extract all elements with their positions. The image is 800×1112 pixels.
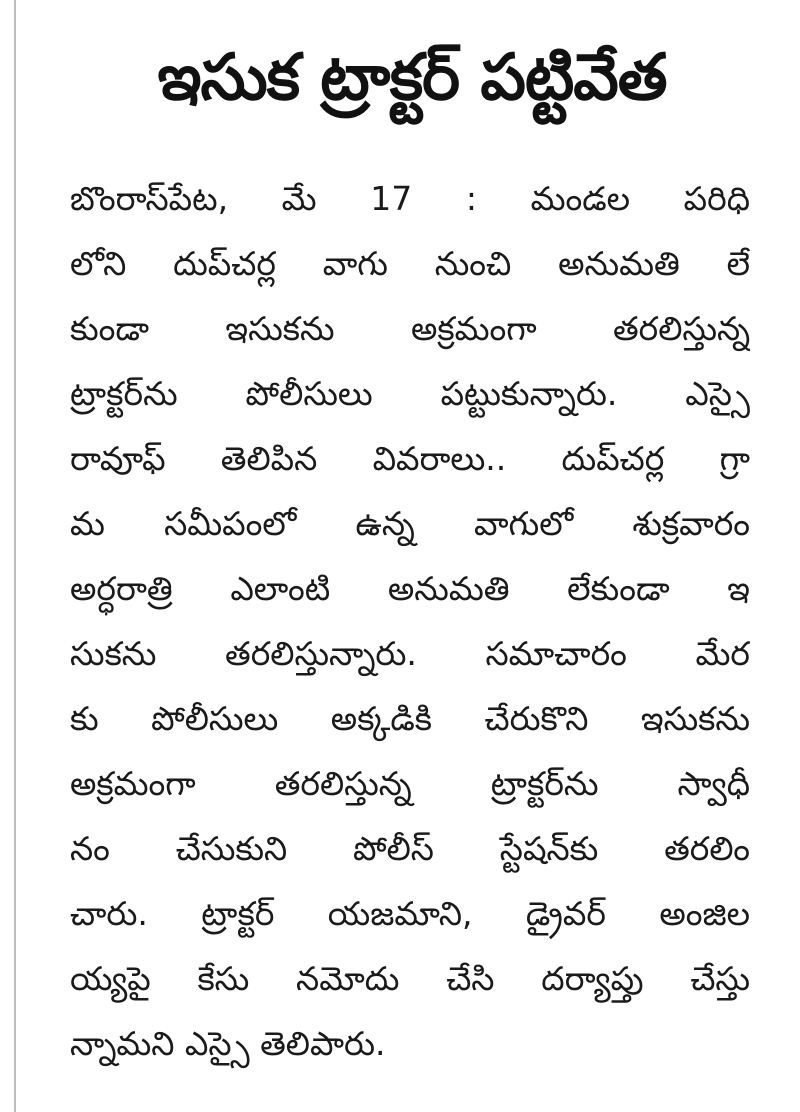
article-body — [70, 166, 750, 1076]
body-line: నం చేసుకుని పోలీస్ స్టేషన్‌కు తరలిం — [70, 829, 750, 868]
column-rule — [14, 0, 16, 1112]
article-headline: ఇసుక ట్రాక్టర్ పట్టివేత — [157, 41, 667, 115]
body-line: కు పోలీసులు అక్కడికి చేరుకొని ఇసుకను — [70, 699, 750, 738]
body-line: అర్ధరాత్రి ఎలాంటి అనుమతి లేకుండా ఇ — [70, 569, 750, 608]
body-line: య్యపై కేసు నమోదు చేసి దర్యాప్తు చేస్తు — [70, 959, 750, 998]
body-line: సుకను తరలిస్తున్నారు. సమాచారం మేర — [70, 634, 750, 673]
body-line: లోని దుప్‌చర్ల వాగు నుంచి అనుమతి లే — [70, 244, 750, 283]
body-line: చారు. ట్రాక్టర్ యజమాని, డ్రైవర్ అంజిల — [70, 894, 750, 933]
body-line: కుండా ఇసుకను అక్రమంగా తరలిస్తున్న — [70, 309, 750, 348]
body-line: ట్రాక్టర్‌ను పోలీసులు పట్టుకున్నారు. ఎస్సై — [70, 374, 750, 413]
body-line: న్నామని ఎస్సై తెలిపారు. — [70, 1024, 386, 1063]
body-line: బొంరాస్‌పేట, మే 17 : మండల పరిధి — [70, 179, 750, 218]
body-line: అక్రమంగా తరలిస్తున్న ట్రాక్టర్‌ను స్వాధీ — [70, 764, 750, 803]
body-line: మ సమీపంలో ఉన్న వాగులో శుక్రవారం — [70, 504, 750, 543]
body-line: రావూఫ్ తెలిపిన వివరాలు.. దుప్‌చర్ల గ్రా — [70, 439, 750, 478]
